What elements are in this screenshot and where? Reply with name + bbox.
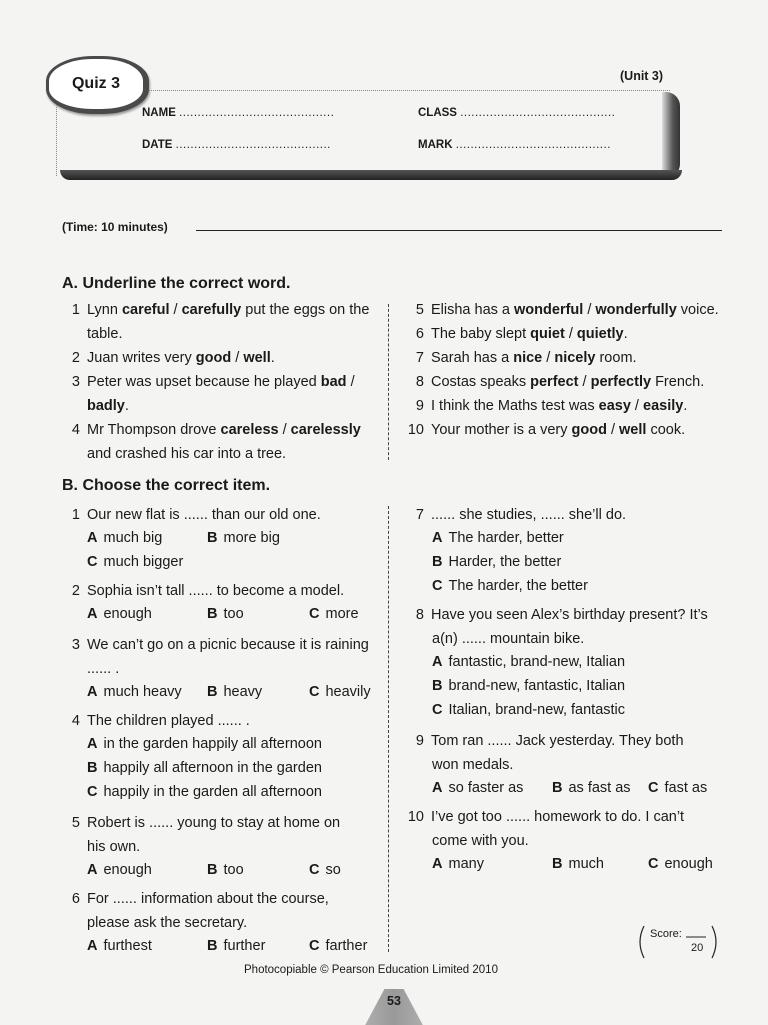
- question-number: 2: [71, 583, 80, 599]
- question-number: 3: [71, 374, 80, 390]
- question-b7-option-a[interactable]: A The harder, better: [432, 530, 564, 546]
- question-b10-option-b[interactable]: B much: [552, 856, 604, 872]
- class-dots: ..........................................: [460, 107, 616, 119]
- question-text: Peter was upset because he played bad /: [87, 374, 355, 390]
- question-text: Sarah has a nice / nicely room.: [431, 350, 637, 366]
- question-a4-continued: and crashed his car into a tree.: [87, 446, 287, 462]
- question-b2-option-a[interactable]: A enough: [87, 606, 152, 622]
- question-number: 6: [415, 326, 424, 342]
- question-text: Costas speaks perfect / perfectly French.: [431, 374, 705, 390]
- question-b1-option-c[interactable]: C much bigger: [87, 554, 184, 570]
- question-number: 5: [415, 302, 424, 318]
- question-b5-continued: his own.: [87, 839, 141, 855]
- question-number: 9: [415, 733, 424, 749]
- question-text: Elisha has a wonderful / wonderfully voice.: [431, 302, 719, 318]
- question-a1-continued: table.: [87, 326, 123, 342]
- question-b10-continued: come with you.: [432, 833, 529, 849]
- question-number: 5: [71, 815, 80, 831]
- score-box: [636, 924, 720, 960]
- question-number: 4: [71, 713, 80, 729]
- quiz-badge: [46, 56, 149, 114]
- question-b1-option-b[interactable]: B more big: [207, 530, 280, 546]
- question-b10-option-c[interactable]: C enough: [648, 856, 713, 872]
- quiz-title: Quiz 3: [71, 75, 120, 92]
- question-number: 10: [407, 809, 424, 825]
- date-label: DATE: [142, 139, 173, 151]
- unit-label: (Unit 3): [620, 69, 664, 83]
- question-b10-option-a[interactable]: A many: [432, 856, 484, 872]
- question-b5-option-b[interactable]: B too: [207, 862, 244, 878]
- question-number: 2: [71, 350, 80, 366]
- question-b3-option-b[interactable]: B heavy: [207, 684, 263, 700]
- date-field[interactable]: [142, 139, 331, 151]
- question-number: 9: [415, 398, 424, 414]
- question-b8-option-b[interactable]: B brand-new, fantastic, Italian: [432, 678, 626, 694]
- question-number: 8: [415, 374, 424, 390]
- question-text: Tom ran ...... Jack yesterday. They both: [431, 733, 684, 749]
- question-text: Have you seen Alex’s birthday present? It’s: [431, 607, 708, 623]
- question-b2-option-b[interactable]: B too: [207, 606, 244, 622]
- question-b9-option-a[interactable]: A so faster as: [432, 780, 524, 796]
- question-b5-option-c[interactable]: C so: [309, 862, 341, 878]
- question-b3-option-c[interactable]: C heavily: [309, 684, 371, 700]
- header-right-bar: [662, 92, 680, 178]
- footer-copyright: Photocopiable © Pearson Education Limited 2010: [244, 964, 498, 976]
- question-b6-continued: please ask the secretary.: [87, 915, 248, 931]
- question-b7-option-b[interactable]: B Harder, the better: [432, 554, 562, 570]
- header-bottom-bar: [60, 170, 682, 180]
- question-b4-option-c[interactable]: C happily in the garden all afternoon: [87, 784, 322, 800]
- mark-label: MARK: [418, 139, 453, 151]
- question-text: Mr Thompson drove careless / carelessly: [87, 422, 361, 438]
- score-label: Score:: [650, 928, 682, 940]
- question-text: Juan writes very good / well.: [87, 350, 275, 366]
- question-a3-continued: badly.: [87, 398, 129, 414]
- class-label: CLASS: [418, 107, 457, 119]
- question-text: Sophia isn’t tall ...... to become a model.: [87, 583, 345, 599]
- name-label: NAME: [142, 107, 176, 119]
- question-text: Our new flat is ...... than our old one.: [87, 507, 321, 523]
- question-b4-option-a[interactable]: A in the garden happily all afternoon: [87, 736, 322, 752]
- question-b9-continued: won medals.: [432, 757, 514, 773]
- question-text: We can’t go on a picnic because it is raining: [87, 637, 369, 653]
- section-b-divider: [388, 506, 389, 952]
- question-number: 7: [415, 350, 424, 366]
- question-number: 7: [415, 507, 424, 523]
- date-dots: ..........................................: [175, 139, 331, 151]
- class-field[interactable]: [418, 107, 615, 119]
- header-box: [56, 84, 669, 176]
- page-number: 53: [387, 994, 401, 1008]
- name-field[interactable]: [142, 107, 334, 119]
- question-b1-option-a[interactable]: A much big: [87, 530, 163, 546]
- question-text: I think the Maths test was easy / easily.: [431, 398, 688, 414]
- question-b2-option-c[interactable]: C more: [309, 606, 359, 622]
- section-a-divider: [388, 304, 389, 460]
- section-a-title: A. Underline the correct word.: [62, 275, 291, 292]
- question-text: I’ve got too ...... homework to do. I can’t: [431, 809, 685, 825]
- question-b6-option-a[interactable]: A furthest: [87, 938, 152, 954]
- question-b6-option-b[interactable]: B further: [207, 938, 266, 954]
- question-b9-option-c[interactable]: C fast as: [648, 780, 708, 796]
- question-b6-option-c[interactable]: C farther: [309, 938, 368, 954]
- question-number: 3: [71, 637, 80, 653]
- question-text: The children played ...... .: [87, 713, 250, 729]
- question-text: Lynn careful / carefully put the eggs on the: [87, 302, 370, 318]
- question-number: 1: [71, 507, 80, 523]
- question-b3-continued: ...... .: [87, 661, 120, 677]
- question-text: ...... she studies, ...... she’ll do.: [431, 507, 627, 523]
- question-number: 4: [71, 422, 80, 438]
- question-number: 8: [415, 607, 424, 623]
- question-number: 10: [407, 422, 424, 438]
- question-b5-option-a[interactable]: A enough: [87, 862, 152, 878]
- question-b4-option-b[interactable]: B happily all afternoon in the garden: [87, 760, 322, 776]
- time-line: [196, 230, 722, 231]
- question-text: Robert is ...... young to stay at home on: [87, 815, 341, 831]
- section-b-title: B. Choose the correct item.: [62, 477, 271, 494]
- mark-dots: ..........................................: [455, 139, 611, 151]
- question-text: Your mother is a very good / well cook.: [431, 422, 686, 438]
- question-b8-continued: a(n) ...... mountain bike.: [432, 631, 585, 647]
- score-total: 20: [691, 942, 704, 954]
- question-b7-option-c[interactable]: C The harder, the better: [432, 578, 588, 594]
- question-b3-option-a[interactable]: A much heavy: [87, 684, 182, 700]
- name-dots: ..........................................: [179, 107, 335, 119]
- question-b8-option-a[interactable]: A fantastic, brand-new, Italian: [432, 654, 626, 670]
- question-b9-option-b[interactable]: B as fast as: [552, 780, 631, 796]
- question-number: 6: [71, 891, 80, 907]
- question-number: 1: [71, 302, 80, 318]
- mark-field[interactable]: [418, 139, 611, 151]
- question-text: The baby slept quiet / quietly.: [431, 326, 628, 342]
- question-b8-option-c[interactable]: C Italian, brand-new, fantastic: [432, 702, 626, 718]
- question-text: For ...... information about the course,: [87, 891, 329, 907]
- time-label: (Time: 10 minutes): [62, 220, 168, 234]
